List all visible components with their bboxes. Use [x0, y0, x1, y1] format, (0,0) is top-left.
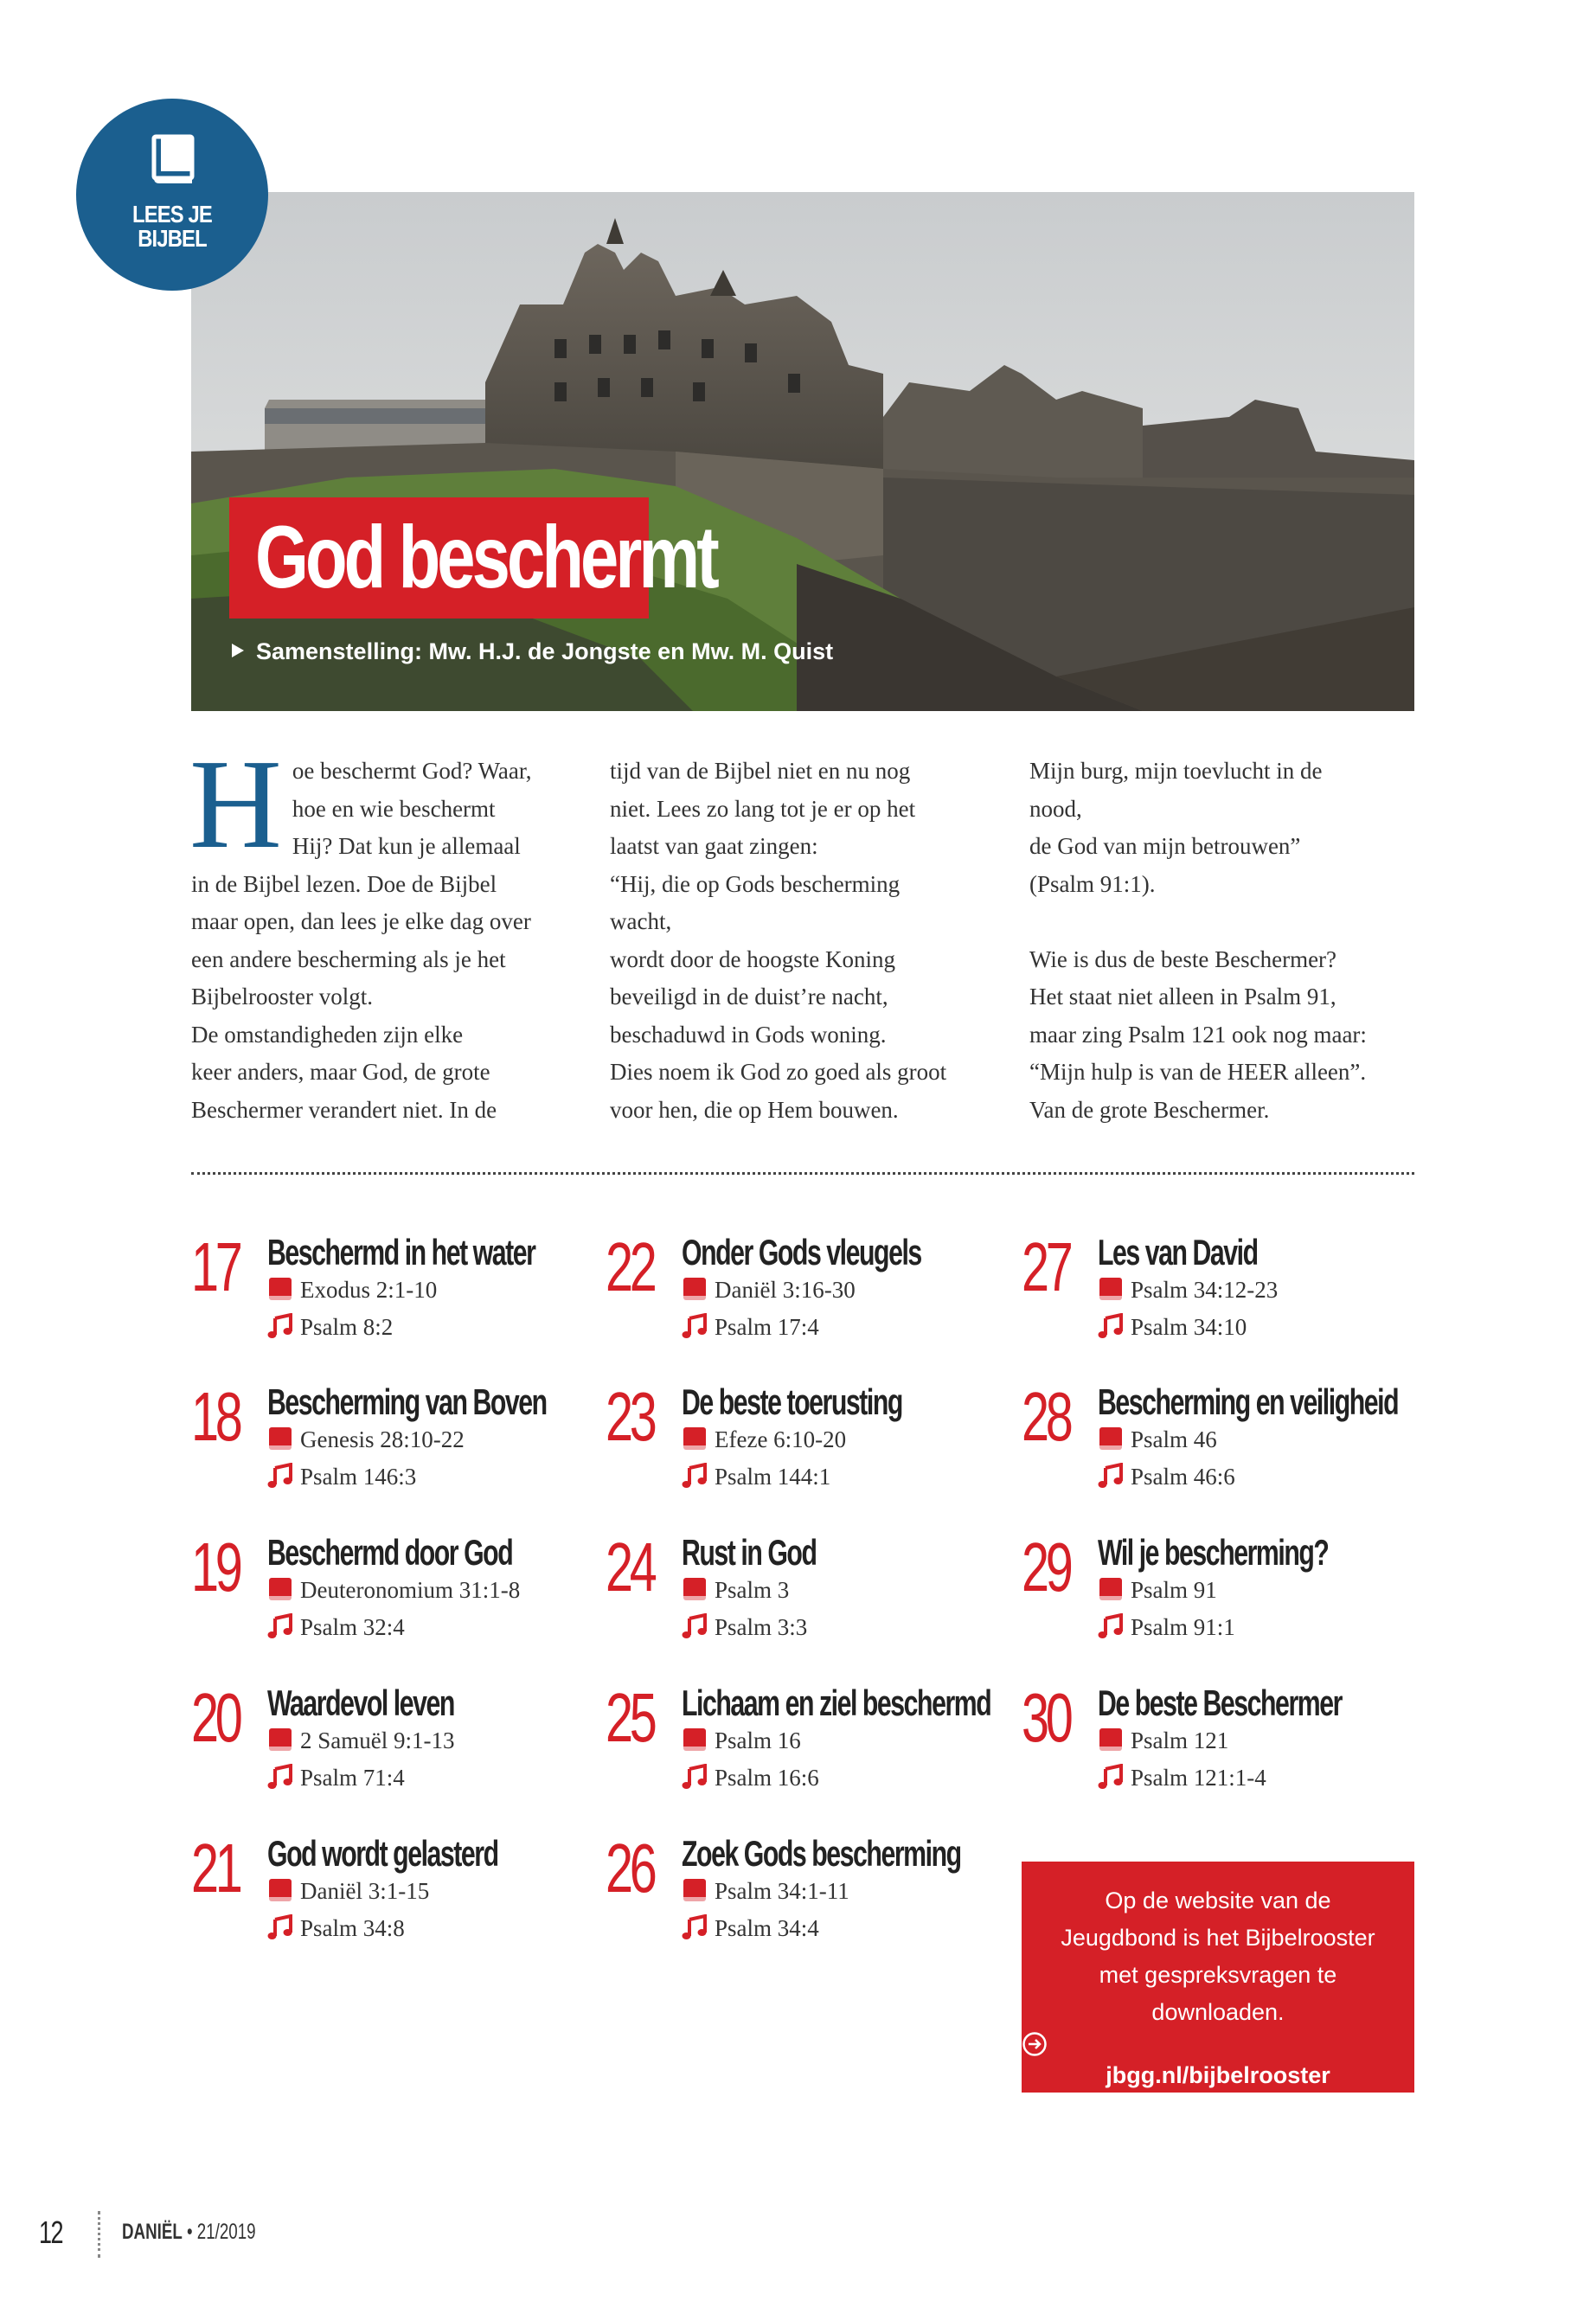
- music-note-icon: [682, 1914, 708, 1940]
- reading-row: [267, 1875, 429, 1907]
- bible-icon: [1098, 1276, 1124, 1302]
- entry-title: Waardevol leven: [267, 1682, 454, 1723]
- song-text: Psalm 34:10: [1131, 1314, 1247, 1340]
- promo-line: met gespreksvragen te: [1099, 1962, 1337, 1988]
- song-text: Psalm 34:4: [715, 1915, 819, 1941]
- song-text: Psalm 17:4: [715, 1314, 819, 1340]
- intro-line: (Psalm 91:1).: [1029, 870, 1156, 897]
- reading-row: [1098, 1274, 1278, 1305]
- bible-icon: [267, 1576, 293, 1602]
- music-note-icon: [267, 1914, 293, 1940]
- reading-text: Psalm 34:12-23: [1131, 1277, 1279, 1303]
- song-text: Psalm 121:1-4: [1131, 1765, 1266, 1791]
- entry-title: Beschermd in het water: [267, 1232, 535, 1272]
- song-row: [267, 1612, 405, 1643]
- intro-line: Beschermer verandert niet. In de: [191, 1096, 497, 1123]
- music-note-icon: [682, 1764, 708, 1790]
- entry-title: Wil je bescherming?: [1098, 1532, 1329, 1573]
- promo-line: Jeugdbond is het Bijbelrooster: [1061, 1925, 1375, 1951]
- byline-text: Samenstelling: Mw. H.J. de Jongste en Mw. M. Quist: [256, 638, 834, 664]
- entry-title: Rust in God: [682, 1532, 817, 1573]
- intro-line: hoe en wie beschermt: [292, 795, 496, 822]
- music-note-icon: [1098, 1613, 1124, 1639]
- reading-row: [1098, 1725, 1228, 1756]
- intro-line: een andere bescherming als je het: [191, 945, 506, 972]
- bible-icon: [682, 1877, 708, 1903]
- intro-line: wordt door de hoogste Koning: [610, 945, 895, 972]
- bible-icon: [267, 1276, 293, 1302]
- reading-text: Genesis 28:10-22: [300, 1426, 465, 1452]
- bible-icon: [267, 1877, 293, 1903]
- day-number: 25: [606, 1679, 654, 1756]
- magazine-name: DANIËL: [122, 2220, 183, 2244]
- arrow-circle-right-icon: [1022, 2031, 1048, 2057]
- song-row: [682, 1461, 830, 1492]
- day-number: 20: [191, 1679, 240, 1756]
- song-text: Psalm 71:4: [300, 1765, 405, 1791]
- intro-line: laatst van gaat zingen:: [610, 833, 818, 859]
- intro-line: oe beschermt God? Waar,: [292, 758, 532, 784]
- intro-line: Dies noem ik God zo goed als groot: [610, 1059, 947, 1085]
- schedule-entry: [191, 1830, 598, 1972]
- page-title: God beschermt: [255, 508, 716, 606]
- page-number: 12: [39, 2214, 63, 2250]
- bible-icon: [682, 1727, 708, 1753]
- intro-line: Hij? Dat kun je allemaal: [292, 833, 521, 859]
- intro-line: nood,: [1029, 795, 1082, 822]
- song-row: [267, 1913, 405, 1944]
- reading-row: [682, 1274, 856, 1305]
- intro-line: wacht,: [610, 908, 672, 934]
- intro-line: Het staat niet alleen in Psalm 91,: [1029, 984, 1336, 1009]
- schedule-entry: [1022, 1529, 1428, 1671]
- song-row: [1098, 1762, 1266, 1793]
- badge-line-1: LEES JE: [132, 201, 212, 228]
- schedule-entry: [606, 1830, 1012, 1972]
- song-row: [267, 1762, 405, 1793]
- intro-column-1: [189, 734, 576, 1129]
- entry-title: Beschermd door God: [267, 1532, 513, 1573]
- reading-text: Exodus 2:1-10: [300, 1277, 438, 1303]
- music-note-icon: [267, 1313, 293, 1339]
- title-box: [229, 497, 716, 619]
- hero-image: [191, 192, 1414, 711]
- intro-line: in de Bijbel lezen. Doe de Bijbel: [191, 870, 497, 897]
- reading-row: [1098, 1574, 1217, 1606]
- reading-text: Psalm 91: [1131, 1577, 1217, 1603]
- magazine-issue: [122, 2220, 256, 2245]
- day-number: 23: [606, 1378, 654, 1455]
- reading-text: Efeze 6:10-20: [715, 1426, 847, 1452]
- day-number: 28: [1022, 1378, 1070, 1455]
- song-row: [682, 1762, 819, 1793]
- intro-line: “Mijn hulp is van de HEER alleen”.: [1029, 1059, 1367, 1085]
- song-text: Psalm 8:2: [300, 1314, 394, 1340]
- schedule-entry: [1022, 1679, 1428, 1822]
- music-note-icon: [267, 1463, 293, 1489]
- footer-separator: [98, 2211, 106, 2258]
- schedule-entry: [191, 1529, 598, 1671]
- bible-icon: [267, 1426, 293, 1452]
- intro-line: Van de grote Beschermer.: [1029, 1096, 1270, 1123]
- schedule-entry: [606, 1529, 1012, 1671]
- day-number: 30: [1022, 1679, 1070, 1756]
- website-link-text: jbgg.nl/bijbelrooster: [1106, 2062, 1330, 2088]
- music-note-icon: [1098, 1463, 1124, 1489]
- badge-line-2: BIJBEL: [138, 225, 207, 252]
- schedule-entry: [606, 1228, 1012, 1371]
- reading-text: Psalm 16: [715, 1727, 801, 1753]
- song-row: [1098, 1311, 1247, 1343]
- song-text: Psalm 146:3: [300, 1464, 417, 1490]
- intro-line: niet. Lees zo lang tot je er op het: [610, 795, 916, 822]
- day-number: 22: [606, 1228, 654, 1305]
- intro-line: “Hij, die op Gods bescherming: [610, 870, 901, 897]
- intro-line: De omstandigheden zijn elke: [191, 1021, 464, 1048]
- reading-row: [267, 1574, 520, 1606]
- music-note-icon: [1098, 1764, 1124, 1790]
- entry-title: God wordt gelasterd: [267, 1833, 498, 1874]
- issue-number: • 21/2019: [187, 2220, 256, 2244]
- intro-line: keer anders, maar God, de grote: [191, 1059, 490, 1085]
- intro-line: maar zing Psalm 121 ook nog maar:: [1029, 1021, 1367, 1048]
- schedule-entry: [1022, 1378, 1428, 1521]
- day-number: 29: [1022, 1529, 1070, 1606]
- song-text: Psalm 34:8: [300, 1915, 405, 1941]
- music-note-icon: [267, 1613, 293, 1639]
- reading-row: [682, 1574, 789, 1606]
- reading-text: Psalm 121: [1131, 1727, 1229, 1753]
- bible-icon: [267, 1727, 293, 1753]
- entry-title: Zoek Gods bescherming: [682, 1833, 961, 1874]
- reading-text: Daniël 3:16-30: [715, 1277, 856, 1303]
- entry-title: Onder Gods vleugels: [682, 1232, 921, 1272]
- song-row: [267, 1311, 393, 1343]
- schedule-entry: [1022, 1228, 1428, 1371]
- music-note-icon: [682, 1463, 708, 1489]
- reading-text: Deuteronomium 31:1-8: [300, 1577, 521, 1603]
- reading-text: Daniël 3:1-15: [300, 1878, 430, 1904]
- music-note-icon: [267, 1764, 293, 1790]
- song-row: [267, 1461, 416, 1492]
- schedule-entry: [606, 1378, 1012, 1521]
- reading-text: 2 Samuël 9:1-13: [300, 1727, 455, 1753]
- song-text: Psalm 32:4: [300, 1614, 405, 1640]
- bible-icon: [1098, 1576, 1124, 1602]
- intro-line: beschaduwd in Gods woning.: [610, 1021, 887, 1048]
- reading-row: [267, 1274, 437, 1305]
- reading-row: [682, 1725, 801, 1756]
- song-text: Psalm 46:6: [1131, 1464, 1235, 1490]
- intro-line: Mijn burg, mijn toevlucht in de: [1029, 758, 1323, 784]
- byline: [232, 638, 833, 665]
- intro-line: voor hen, die op Hem bouwen.: [610, 1096, 899, 1123]
- song-row: [682, 1311, 819, 1343]
- reading-row: [682, 1424, 846, 1455]
- castle-photo: [191, 192, 1414, 711]
- intro-column-2: [610, 753, 995, 1129]
- bible-icon: [682, 1576, 708, 1602]
- music-note-icon: [682, 1313, 708, 1339]
- bible-icon: [1098, 1727, 1124, 1753]
- song-text: Psalm 91:1: [1131, 1614, 1235, 1640]
- schedule-entry: [191, 1378, 598, 1521]
- triangle-right-icon: [232, 644, 244, 657]
- entry-title: Lichaam en ziel beschermd: [682, 1682, 991, 1723]
- website-promo-box: [1022, 1862, 1414, 2093]
- day-number: 18: [191, 1378, 240, 1455]
- music-note-icon: [682, 1613, 708, 1639]
- intro-line: tijd van de Bijbel niet en nu nog: [610, 758, 911, 784]
- music-note-icon: [1098, 1313, 1124, 1339]
- song-row: [1098, 1461, 1235, 1492]
- bible-icon: [682, 1426, 708, 1452]
- lees-je-bijbel-badge: [76, 99, 268, 291]
- dotted-divider: [191, 1172, 1414, 1175]
- book-icon: [149, 133, 197, 185]
- entry-title: Les van David: [1098, 1232, 1258, 1272]
- schedule-entry: [606, 1679, 1012, 1822]
- day-number: 21: [191, 1830, 240, 1907]
- reading-row: [1098, 1424, 1217, 1455]
- song-row: [682, 1612, 807, 1643]
- intro-line: Wie is dus de beste Beschermer?: [1029, 945, 1337, 972]
- bible-icon: [682, 1276, 708, 1302]
- song-row: [682, 1913, 819, 1944]
- promo-line: downloaden.: [1151, 1999, 1285, 2025]
- intro-line: Bijbelrooster volgt.: [191, 984, 373, 1009]
- song-text: Psalm 3:3: [715, 1614, 808, 1640]
- song-text: Psalm 144:1: [715, 1464, 831, 1490]
- schedule-entry: [191, 1228, 598, 1371]
- intro-column-3: [1029, 753, 1414, 1129]
- day-number: 19: [191, 1529, 240, 1606]
- intro-line: maar open, dan lees je elke dag over: [191, 908, 531, 934]
- reading-text: Psalm 46: [1131, 1426, 1217, 1452]
- day-number: 26: [606, 1830, 654, 1907]
- reading-row: [267, 1424, 465, 1455]
- day-number: 24: [606, 1529, 654, 1606]
- entry-title: De beste toerusting: [682, 1381, 902, 1422]
- day-number: 27: [1022, 1228, 1070, 1305]
- reading-text: Psalm 34:1-11: [715, 1878, 849, 1904]
- schedule-entry: [191, 1679, 598, 1822]
- entry-title: Bescherming van Boven: [267, 1381, 547, 1422]
- entry-title: De beste Beschermer: [1098, 1682, 1342, 1723]
- intro-line: de God van mijn betrouwen”: [1029, 833, 1301, 859]
- website-link[interactable]: [1022, 2031, 1414, 2094]
- entry-title: Bescherming en veiligheid: [1098, 1381, 1399, 1422]
- reading-row: [267, 1725, 454, 1756]
- bible-icon: [1098, 1426, 1124, 1452]
- song-text: Psalm 16:6: [715, 1765, 819, 1791]
- intro-line: beveiligd in de duist’re nacht,: [610, 984, 888, 1009]
- reading-row: [682, 1875, 849, 1907]
- drop-cap: H: [189, 734, 282, 875]
- promo-line: Op de website van de: [1105, 1888, 1331, 1913]
- day-number: 17: [191, 1228, 240, 1305]
- reading-text: Psalm 3: [715, 1577, 790, 1603]
- song-row: [1098, 1612, 1235, 1643]
